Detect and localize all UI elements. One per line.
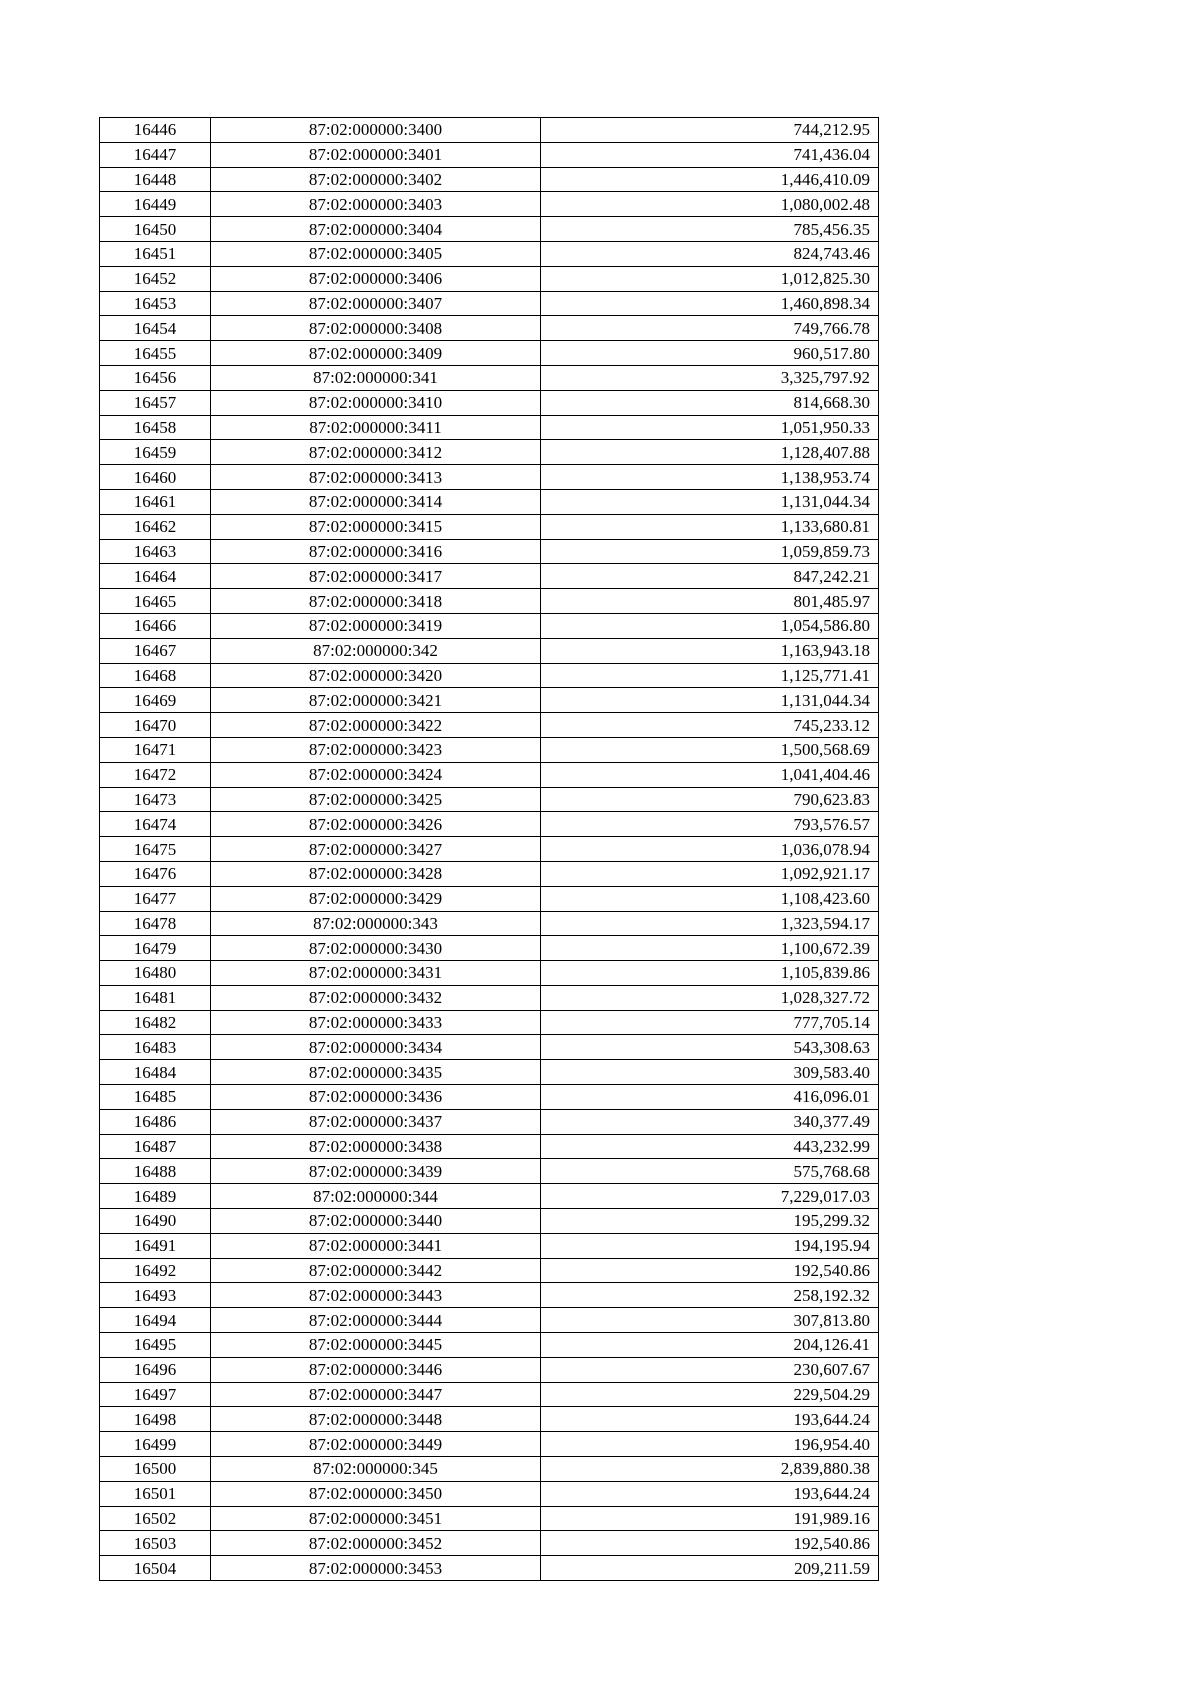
cadastral-number-cell: 87:02:000000:3414 [211,489,541,514]
value-cell: 1,054,586.80 [541,613,879,638]
cadastral-number-cell: 87:02:000000:3415 [211,514,541,539]
cadastral-number-cell: 87:02:000000:3445 [211,1333,541,1358]
value-cell: 192,540.86 [541,1258,879,1283]
row-number-cell: 16446 [100,118,211,143]
table-row [100,217,879,242]
row-number-cell: 16492 [100,1258,211,1283]
table-row [100,1357,879,1382]
cadastral-number-cell: 87:02:000000:3446 [211,1357,541,1382]
row-number-cell: 16466 [100,613,211,638]
table-row [100,688,879,713]
cadastral-number-cell: 87:02:000000:3400 [211,118,541,143]
row-number-cell: 16500 [100,1457,211,1482]
table-row [100,316,879,341]
value-cell: 824,743.46 [541,241,879,266]
value-cell: 1,036,078.94 [541,837,879,862]
cadastral-number-cell: 87:02:000000:3418 [211,589,541,614]
value-cell: 1,138,953.74 [541,465,879,490]
row-number-cell: 16504 [100,1556,211,1581]
cadastral-number-cell: 87:02:000000:3403 [211,192,541,217]
table-row [100,465,879,490]
row-number-cell: 16450 [100,217,211,242]
value-cell: 191,989.16 [541,1506,879,1531]
cadastral-number-cell: 87:02:000000:3409 [211,341,541,366]
cadastral-number-cell: 87:02:000000:3442 [211,1258,541,1283]
value-cell: 1,012,825.30 [541,266,879,291]
cadastral-number-cell: 87:02:000000:345 [211,1457,541,1482]
value-cell: 209,211.59 [541,1556,879,1581]
table-row [100,1457,879,1482]
value-cell: 1,125,771.41 [541,663,879,688]
value-cell: 1,500,568.69 [541,737,879,762]
row-number-cell: 16456 [100,365,211,390]
value-cell: 443,232.99 [541,1134,879,1159]
cadastral-number-cell: 87:02:000000:3432 [211,985,541,1010]
row-number-cell: 16463 [100,539,211,564]
table-row [100,663,879,688]
table-row [100,812,879,837]
cadastral-number-cell: 87:02:000000:3424 [211,762,541,787]
value-cell: 1,323,594.17 [541,911,879,936]
value-cell: 192,540.86 [541,1531,879,1556]
value-cell: 1,108,423.60 [541,886,879,911]
row-number-cell: 16484 [100,1060,211,1085]
cadastral-number-cell: 87:02:000000:3410 [211,390,541,415]
value-cell: 204,126.41 [541,1333,879,1358]
value-cell: 793,576.57 [541,812,879,837]
table-row [100,1134,879,1159]
table-row [100,638,879,663]
table-row [100,1060,879,1085]
value-cell: 258,192.32 [541,1283,879,1308]
value-cell: 785,456.35 [541,217,879,242]
value-cell: 196,954.40 [541,1432,879,1457]
value-cell: 229,504.29 [541,1382,879,1407]
row-number-cell: 16496 [100,1357,211,1382]
row-number-cell: 16483 [100,1035,211,1060]
table-row [100,985,879,1010]
cadastral-value-table [99,117,879,1581]
cadastral-number-cell: 87:02:000000:3411 [211,415,541,440]
table-row [100,1010,879,1035]
table-row [100,1382,879,1407]
row-number-cell: 16459 [100,440,211,465]
table-row [100,787,879,812]
row-number-cell: 16454 [100,316,211,341]
cadastral-number-cell: 87:02:000000:3439 [211,1159,541,1184]
table-row [100,911,879,936]
row-number-cell: 16468 [100,663,211,688]
value-cell: 960,517.80 [541,341,879,366]
table-row [100,737,879,762]
row-number-cell: 16462 [100,514,211,539]
cadastral-number-cell: 87:02:000000:3451 [211,1506,541,1531]
row-number-cell: 16448 [100,167,211,192]
value-cell: 1,080,002.48 [541,192,879,217]
table-body [100,118,879,1581]
value-cell: 741,436.04 [541,142,879,167]
table-row [100,1035,879,1060]
table-row [100,1506,879,1531]
value-cell: 814,668.30 [541,390,879,415]
cadastral-number-cell: 87:02:000000:3449 [211,1432,541,1457]
cadastral-number-cell: 87:02:000000:3447 [211,1382,541,1407]
row-number-cell: 16455 [100,341,211,366]
table-row [100,1109,879,1134]
cadastral-number-cell: 87:02:000000:342 [211,638,541,663]
cadastral-number-cell: 87:02:000000:3416 [211,539,541,564]
value-cell: 416,096.01 [541,1085,879,1110]
table-row [100,291,879,316]
value-cell: 790,623.83 [541,787,879,812]
value-cell: 745,233.12 [541,713,879,738]
value-cell: 309,583.40 [541,1060,879,1085]
cadastral-number-cell: 87:02:000000:3433 [211,1010,541,1035]
value-cell: 307,813.80 [541,1308,879,1333]
cadastral-number-cell: 87:02:000000:3429 [211,886,541,911]
table-row [100,1333,879,1358]
row-number-cell: 16473 [100,787,211,812]
value-cell: 3,325,797.92 [541,365,879,390]
table-row [100,1481,879,1506]
row-number-cell: 16491 [100,1233,211,1258]
table-row [100,762,879,787]
value-cell: 1,100,672.39 [541,936,879,961]
row-number-cell: 16469 [100,688,211,713]
cadastral-number-cell: 87:02:000000:3412 [211,440,541,465]
value-cell: 7,229,017.03 [541,1184,879,1209]
table-row [100,713,879,738]
row-number-cell: 16464 [100,564,211,589]
row-number-cell: 16458 [100,415,211,440]
table-row [100,539,879,564]
row-number-cell: 16487 [100,1134,211,1159]
table-row [100,589,879,614]
row-number-cell: 16477 [100,886,211,911]
row-number-cell: 16497 [100,1382,211,1407]
cadastral-number-cell: 87:02:000000:3407 [211,291,541,316]
cadastral-number-cell: 87:02:000000:3434 [211,1035,541,1060]
cadastral-number-cell: 87:02:000000:3453 [211,1556,541,1581]
value-cell: 1,460,898.34 [541,291,879,316]
value-cell: 1,163,943.18 [541,638,879,663]
row-number-cell: 16474 [100,812,211,837]
row-number-cell: 16449 [100,192,211,217]
table-row [100,167,879,192]
value-cell: 1,133,680.81 [541,514,879,539]
row-number-cell: 16453 [100,291,211,316]
table-row [100,613,879,638]
cadastral-number-cell: 87:02:000000:3438 [211,1134,541,1159]
row-number-cell: 16502 [100,1506,211,1531]
table-row [100,489,879,514]
cadastral-number-cell: 87:02:000000:3444 [211,1308,541,1333]
table-row [100,241,879,266]
table-row [100,1258,879,1283]
cadastral-number-cell: 87:02:000000:3405 [211,241,541,266]
value-cell: 1,028,327.72 [541,985,879,1010]
cadastral-number-cell: 87:02:000000:3441 [211,1233,541,1258]
cadastral-number-cell: 87:02:000000:3431 [211,961,541,986]
table-row [100,365,879,390]
value-cell: 340,377.49 [541,1109,879,1134]
row-number-cell: 16476 [100,861,211,886]
value-cell: 1,131,044.34 [541,489,879,514]
table-row [100,440,879,465]
row-number-cell: 16494 [100,1308,211,1333]
row-number-cell: 16481 [100,985,211,1010]
cadastral-number-cell: 87:02:000000:3437 [211,1109,541,1134]
table-row [100,837,879,862]
cadastral-number-cell: 87:02:000000:3422 [211,713,541,738]
value-cell: 2,839,880.38 [541,1457,879,1482]
value-cell: 1,051,950.33 [541,415,879,440]
table-row [100,266,879,291]
cadastral-number-cell: 87:02:000000:3402 [211,167,541,192]
value-cell: 777,705.14 [541,1010,879,1035]
cadastral-number-cell: 87:02:000000:3430 [211,936,541,961]
cadastral-number-cell: 87:02:000000:3401 [211,142,541,167]
row-number-cell: 16447 [100,142,211,167]
cadastral-number-cell: 87:02:000000:3406 [211,266,541,291]
table-row [100,192,879,217]
table-row [100,1085,879,1110]
table-row [100,1233,879,1258]
row-number-cell: 16451 [100,241,211,266]
table-row [100,1184,879,1209]
table-row [100,415,879,440]
row-number-cell: 16489 [100,1184,211,1209]
row-number-cell: 16488 [100,1159,211,1184]
row-number-cell: 16495 [100,1333,211,1358]
table-row [100,1432,879,1457]
cadastral-number-cell: 87:02:000000:3450 [211,1481,541,1506]
row-number-cell: 16486 [100,1109,211,1134]
cadastral-number-cell: 87:02:000000:3421 [211,688,541,713]
row-number-cell: 16480 [100,961,211,986]
row-number-cell: 16490 [100,1209,211,1234]
value-cell: 1,446,410.09 [541,167,879,192]
table-row [100,564,879,589]
cadastral-number-cell: 87:02:000000:3408 [211,316,541,341]
table-row [100,861,879,886]
row-number-cell: 16452 [100,266,211,291]
cadastral-number-cell: 87:02:000000:3425 [211,787,541,812]
cadastral-number-cell: 87:02:000000:3435 [211,1060,541,1085]
value-cell: 194,195.94 [541,1233,879,1258]
cadastral-number-cell: 87:02:000000:344 [211,1184,541,1209]
value-cell: 1,041,404.46 [541,762,879,787]
row-number-cell: 16493 [100,1283,211,1308]
value-cell: 1,131,044.34 [541,688,879,713]
row-number-cell: 16479 [100,936,211,961]
table-row [100,1209,879,1234]
cadastral-number-cell: 87:02:000000:3428 [211,861,541,886]
table-row [100,1159,879,1184]
row-number-cell: 16470 [100,713,211,738]
cadastral-number-cell: 87:02:000000:3423 [211,737,541,762]
table-row [100,1531,879,1556]
row-number-cell: 16467 [100,638,211,663]
table-row [100,886,879,911]
table-row [100,341,879,366]
value-cell: 1,128,407.88 [541,440,879,465]
row-number-cell: 16498 [100,1407,211,1432]
cadastral-number-cell: 87:02:000000:3413 [211,465,541,490]
cadastral-number-cell: 87:02:000000:3440 [211,1209,541,1234]
value-cell: 1,059,859.73 [541,539,879,564]
value-cell: 195,299.32 [541,1209,879,1234]
cadastral-number-cell: 87:02:000000:3426 [211,812,541,837]
cadastral-number-cell: 87:02:000000:3448 [211,1407,541,1432]
value-cell: 1,105,839.86 [541,961,879,986]
value-cell: 801,485.97 [541,589,879,614]
value-cell: 193,644.24 [541,1481,879,1506]
row-number-cell: 16503 [100,1531,211,1556]
cadastral-number-cell: 87:02:000000:3420 [211,663,541,688]
value-cell: 847,242.21 [541,564,879,589]
value-cell: 543,308.63 [541,1035,879,1060]
value-cell: 193,644.24 [541,1407,879,1432]
table-row [100,1283,879,1308]
table-row [100,1407,879,1432]
table-row [100,390,879,415]
row-number-cell: 16475 [100,837,211,862]
row-number-cell: 16471 [100,737,211,762]
cadastral-number-cell: 87:02:000000:3419 [211,613,541,638]
cadastral-number-cell: 87:02:000000:3427 [211,837,541,862]
table-row [100,142,879,167]
table-row [100,936,879,961]
row-number-cell: 16460 [100,465,211,490]
cadastral-number-cell: 87:02:000000:3404 [211,217,541,242]
row-number-cell: 16461 [100,489,211,514]
cadastral-number-cell: 87:02:000000:3417 [211,564,541,589]
row-number-cell: 16499 [100,1432,211,1457]
row-number-cell: 16485 [100,1085,211,1110]
row-number-cell: 16478 [100,911,211,936]
value-cell: 744,212.95 [541,118,879,143]
row-number-cell: 16457 [100,390,211,415]
table-row [100,1556,879,1581]
row-number-cell: 16482 [100,1010,211,1035]
cadastral-number-cell: 87:02:000000:341 [211,365,541,390]
cadastral-number-cell: 87:02:000000:3452 [211,1531,541,1556]
table-row [100,514,879,539]
row-number-cell: 16465 [100,589,211,614]
row-number-cell: 16501 [100,1481,211,1506]
cadastral-number-cell: 87:02:000000:3436 [211,1085,541,1110]
cadastral-number-cell: 87:02:000000:3443 [211,1283,541,1308]
table-row [100,961,879,986]
value-cell: 230,607.67 [541,1357,879,1382]
table-row [100,1308,879,1333]
value-cell: 575,768.68 [541,1159,879,1184]
cadastral-number-cell: 87:02:000000:343 [211,911,541,936]
value-cell: 749,766.78 [541,316,879,341]
table-row [100,118,879,143]
row-number-cell: 16472 [100,762,211,787]
value-cell: 1,092,921.17 [541,861,879,886]
